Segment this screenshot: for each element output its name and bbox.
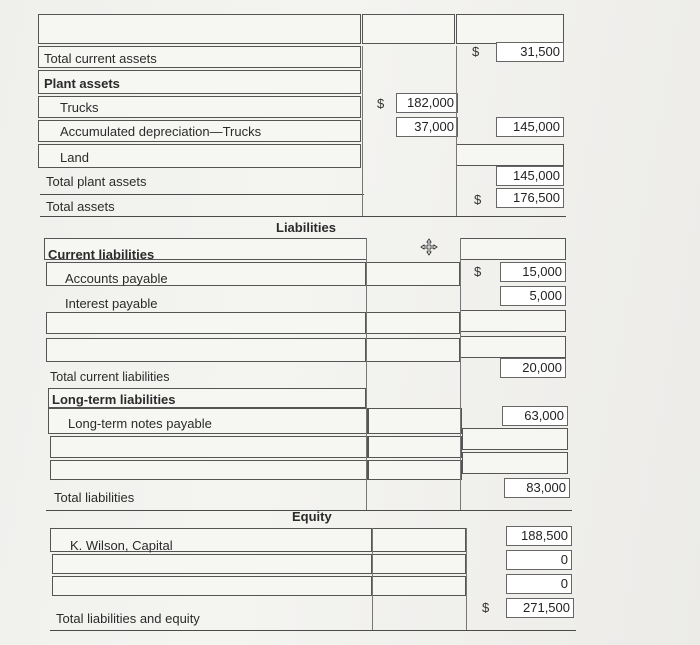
- notes-payable-label: Long-term notes payable: [68, 416, 212, 431]
- divider-total-assets: [40, 194, 364, 195]
- label-cell-empty-4[interactable]: [50, 460, 368, 480]
- col-sep-2-liab: [460, 238, 461, 510]
- col1-cell-empty-3[interactable]: [368, 436, 462, 458]
- equity-blank2-value: 0: [560, 576, 568, 591]
- liabilities-section-title: Liabilities: [276, 220, 336, 235]
- capital-value: 188,500: [521, 528, 568, 543]
- col-sep-2-assets: [456, 46, 457, 216]
- label-cell-equity-2[interactable]: [52, 554, 372, 574]
- acc-dep-value: 37,000: [414, 119, 454, 134]
- total-current-liabilities-value: 20,000: [522, 360, 562, 375]
- col-sep-1-liab: [366, 238, 367, 510]
- interest-payable-label: Interest payable: [65, 296, 158, 311]
- label-cell-empty-1[interactable]: [46, 312, 366, 334]
- total-current-assets-value: 31,500: [520, 44, 560, 59]
- total-liabilities-value: 83,000: [526, 480, 566, 495]
- label-cell-empty-2[interactable]: [46, 338, 366, 362]
- col1-cell-empty-4[interactable]: [368, 460, 462, 480]
- total-assets-value: 176,500: [513, 190, 560, 205]
- total-current-assets-label: Total current assets: [44, 51, 157, 66]
- capital-col1[interactable]: [372, 528, 466, 552]
- col2-cell-empty-4[interactable]: [462, 452, 568, 474]
- total-liab-equity-label: Total liabilities and equity: [56, 611, 200, 626]
- accounts-payable-dollar: $: [474, 264, 482, 279]
- col2-cell-empty-2[interactable]: [460, 336, 566, 358]
- acc-dep-label: Accumulated depreciation—Trucks: [60, 124, 262, 139]
- label-cell-equity-3[interactable]: [52, 576, 372, 596]
- col-sep-1-assets: [362, 46, 363, 216]
- label-cell-empty-3[interactable]: [50, 436, 368, 458]
- total-assets-label: Total assets: [46, 199, 115, 214]
- long-term-liabilities-header: Long-term liabilities: [52, 392, 176, 407]
- total-plant-assets-label: Total plant assets: [46, 174, 147, 189]
- col1-cell-top[interactable]: [362, 14, 455, 44]
- interest-payable-value: 5,000: [529, 288, 562, 303]
- accounts-payable-label: Accounts payable: [65, 271, 168, 286]
- col2-cell-top[interactable]: [456, 14, 564, 44]
- col2-cell-empty-3[interactable]: [462, 428, 568, 450]
- land-label: Land: [60, 150, 89, 165]
- col1-cell-empty-1[interactable]: [366, 312, 460, 334]
- col1-cell-equity-3[interactable]: [372, 576, 466, 596]
- total-liabilities-label: Total liabilities: [54, 490, 135, 505]
- acc-dep-net-value: 145,000: [513, 119, 560, 134]
- divider-equity-bottom: [50, 630, 576, 631]
- col-sep-1-equity: [372, 528, 373, 630]
- total-plant-assets-value: 145,000: [513, 168, 560, 183]
- label-cell-top[interactable]: [38, 14, 361, 44]
- current-liabilities-header: Current liabilities: [48, 247, 155, 262]
- trucks-value: 182,000: [407, 95, 454, 110]
- plant-assets-header: Plant assets: [44, 76, 120, 91]
- col2-cell-empty-1[interactable]: [460, 310, 566, 332]
- total-current-assets-dollar: $: [472, 44, 480, 59]
- accounts-payable-col1[interactable]: [366, 262, 460, 286]
- equity-blank1-value: 0: [560, 552, 568, 567]
- divider-assets-bottom: [40, 216, 566, 217]
- notes-payable-value: 63,000: [524, 408, 564, 423]
- col1-cell-equity-2[interactable]: [372, 554, 466, 574]
- accounts-payable-value: 15,000: [522, 264, 562, 279]
- move-cursor-icon: [420, 238, 438, 256]
- notes-payable-col1[interactable]: [368, 408, 462, 434]
- total-liab-equity-dollar: $: [482, 600, 490, 615]
- col1-cell-empty-2[interactable]: [366, 338, 460, 362]
- total-assets-dollar: $: [474, 192, 482, 207]
- capital-label: K. Wilson, Capital: [70, 538, 173, 553]
- trucks-label: Trucks: [60, 100, 99, 115]
- current-liab-col2-top[interactable]: [460, 238, 566, 260]
- total-liab-equity-value: 271,500: [523, 600, 570, 615]
- equity-section-title: Equity: [292, 509, 332, 524]
- trucks-dollar: $: [377, 96, 385, 111]
- land-col2-cell[interactable]: [456, 144, 564, 166]
- total-current-liabilities-label: Total current liabilities: [50, 370, 170, 384]
- col-sep-2-equity: [466, 528, 467, 630]
